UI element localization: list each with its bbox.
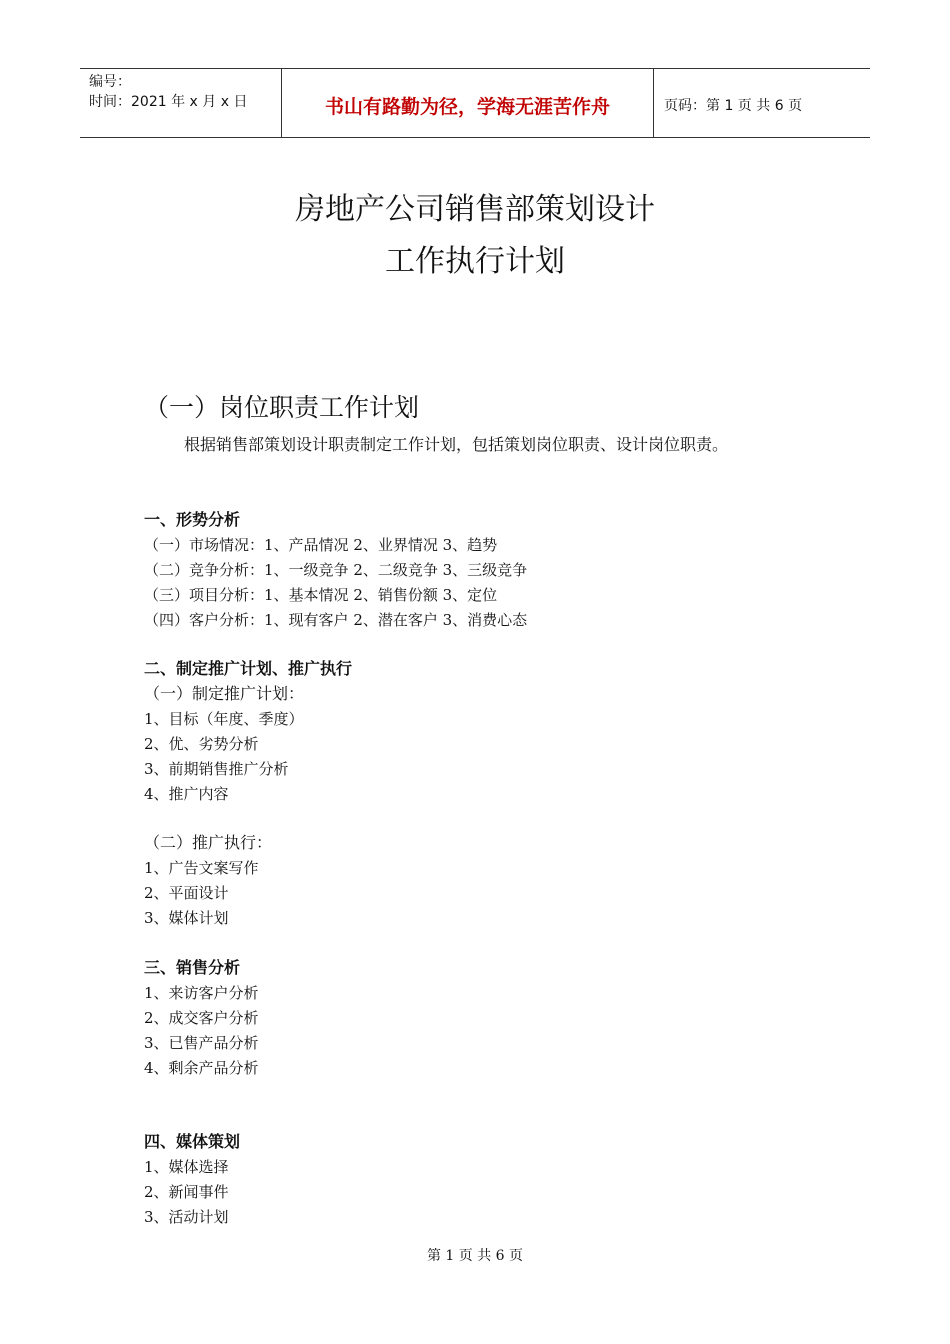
list-item: 2、新闻事件: [144, 1183, 229, 1201]
list-item: （三）项目分析：1、基本情况 2、销售份额 3、定位: [144, 586, 498, 604]
document-title-line2: 工作执行计划: [385, 244, 565, 279]
part4-heading: 四、媒体策划: [144, 1132, 241, 1151]
list-item: 3、前期销售推广分析: [144, 760, 289, 778]
list-item: 1、目标（年度、季度）: [144, 710, 304, 728]
list-item: 1、媒体选择: [144, 1158, 229, 1176]
list-item: 2、平面设计: [144, 884, 229, 902]
list-item: 3、媒体计划: [144, 909, 229, 927]
list-item: 1、来访客户分析: [144, 984, 259, 1002]
list-item: 4、剩余产品分析: [144, 1059, 259, 1077]
number-label: 编号：: [89, 74, 131, 90]
part1-heading: 一、形势分析: [144, 510, 241, 529]
part3-heading: 三、销售分析: [144, 958, 241, 977]
part2-sub1: （一）制定推广计划：: [144, 684, 305, 703]
list-item: （二）竞争分析：1、一级竞争 2、二级竞争 3、三级竞争: [144, 561, 528, 579]
list-item: 2、成交客户分析: [144, 1009, 259, 1027]
list-item: 1、广告文案写作: [144, 859, 259, 877]
part2-sub2: （二）推广执行：: [144, 833, 273, 852]
part2-heading: 二、制定推广计划、推广执行: [144, 659, 353, 678]
document-title-line1: 房地产公司销售部策划设计: [295, 192, 655, 227]
date-label: 时间：2021 年 x 月 x 日: [89, 94, 248, 110]
page-footer: 第 1 页 共 6 页: [426, 1248, 524, 1264]
header-page-info: 页码：第 1 页 共 6 页: [664, 98, 803, 114]
list-item: 2、优、劣势分析: [144, 735, 259, 753]
list-item: （四）客户分析：1、现有客户 2、潜在客户 3、消费心态: [144, 611, 528, 629]
header-left-cell: [80, 69, 281, 137]
list-item: （一）市场情况：1、产品情况 2、业界情况 3、趋势: [144, 536, 498, 554]
list-item: 3、已售产品分析: [144, 1034, 259, 1052]
section-title: （一）岗位职责工作计划: [144, 393, 420, 422]
header-motto: 书山有路勤为径，学海无涯苦作舟: [281, 69, 654, 137]
list-item: 3、活动计划: [144, 1208, 229, 1226]
page-header: [80, 68, 870, 138]
section-intro: 根据销售部策划设计职责制定工作计划，包括策划岗位职责、设计岗位职责。: [184, 435, 729, 454]
list-item: 4、推广内容: [144, 785, 229, 803]
